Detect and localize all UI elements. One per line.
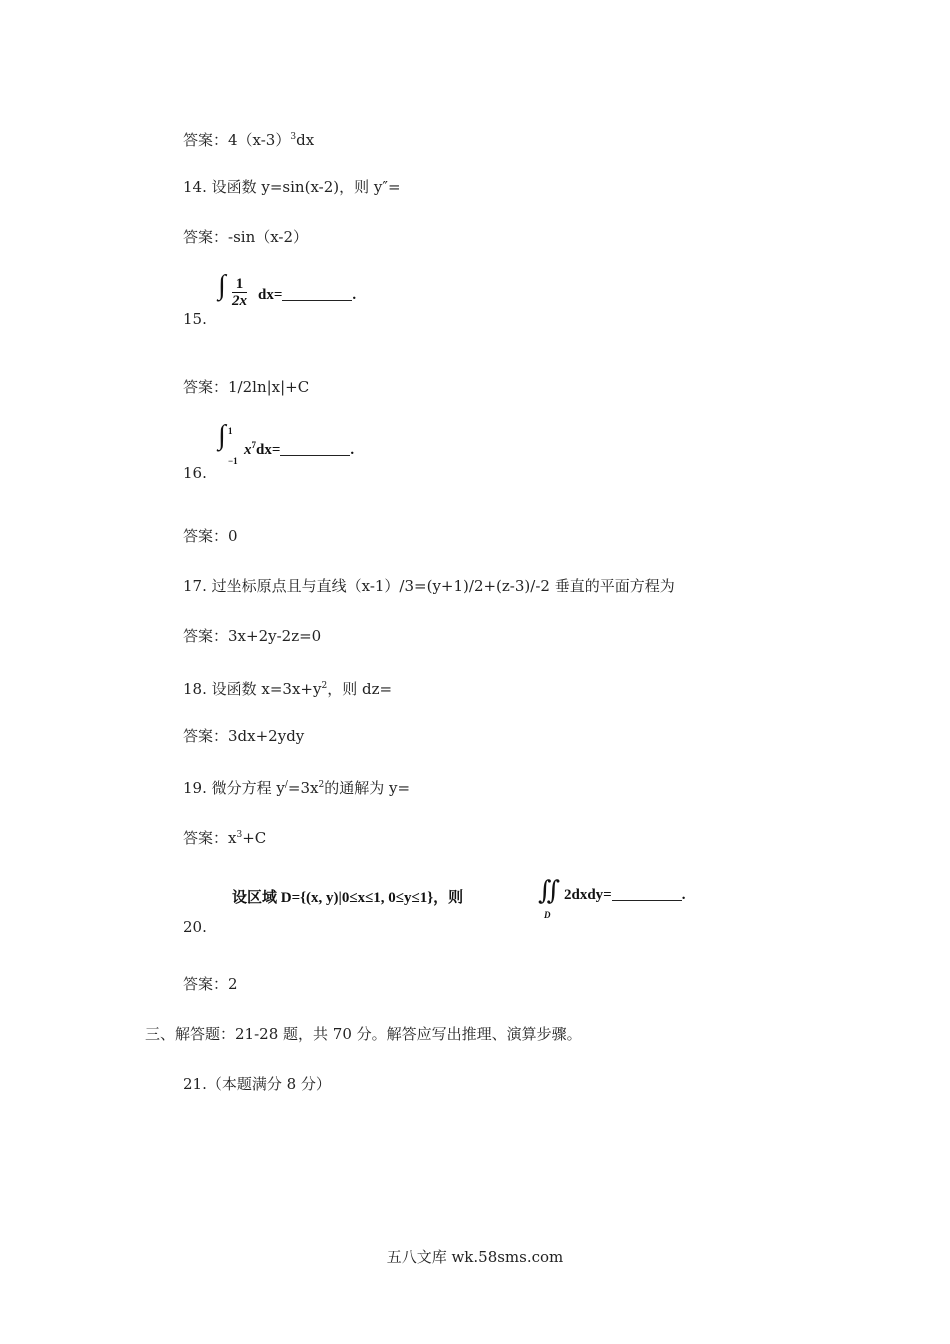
question-18-text: 18. 设函数 x=3x+y <box>183 680 322 698</box>
integral-sign: ∫ <box>218 270 226 301</box>
answer-13-tail: dx <box>296 131 315 149</box>
formula-20-tail: 2dxdy= . <box>564 887 686 903</box>
formula-16-body: $x^7dx=$ . <box>244 440 355 458</box>
question-21: 21.（本题满分 8 分） <box>183 1075 331 1093</box>
exponent: 7 <box>251 440 256 450</box>
answer-19-tail: +C <box>242 829 267 847</box>
fraction-numerator: 1 <box>232 276 247 293</box>
answer-14: 答案：-sin（x-2） <box>183 228 309 246</box>
answer-19-exponent: 3 <box>236 830 243 840</box>
answer-15: 答案：1/2ln|x|+C <box>183 378 310 396</box>
question-19-text: 19. 微分方程 y <box>183 779 285 797</box>
formula-15-tail: dx= . <box>258 287 357 303</box>
prime-mark: / <box>284 780 288 790</box>
integral-lower-limit: −1 <box>228 456 238 466</box>
answer-19 <box>183 825 266 848</box>
question-15-number: 15. <box>183 310 207 328</box>
answer-19-text: 答案：x <box>183 829 237 847</box>
question-16-number: 16. <box>183 464 207 482</box>
answer-blank <box>282 286 352 301</box>
answer-18: 答案：3dx+2ydy <box>183 727 305 745</box>
question-17: 17. 过坐标原点且与直线（x-1）/3=(y+1)/2+(z-3)/-2 垂直的平面方程为 <box>183 577 675 595</box>
question-18 <box>183 676 392 699</box>
integral-domain-label: D <box>544 910 551 920</box>
question-19-mid: =3x <box>287 779 319 797</box>
answer-blank <box>612 886 682 901</box>
fraction-denominator: 2x <box>232 293 247 309</box>
formula-20 <box>232 876 712 926</box>
question-19-exponent: 2 <box>318 780 325 790</box>
question-19-tail: 的通解为 y= <box>324 779 411 797</box>
question-18-tail: ，则 dz= <box>327 680 393 698</box>
integral-upper-limit: 1 <box>228 426 233 436</box>
integral-sign: ∫ <box>218 420 226 451</box>
formula-20-text: 设区域 D={(x, y)|0≤x≤1, 0≤y≤1}，则 <box>232 890 464 906</box>
formula-15-dx: dx= <box>258 287 283 303</box>
answer-16: 答案：0 <box>183 527 238 545</box>
formula-16 <box>218 420 388 472</box>
formula-15 <box>218 270 368 318</box>
answer-13-text: 答案：4（x-3） <box>183 131 291 149</box>
section-heading: 三、解答题：21-28 题，共 70 分。解答应写出推理、演算步骤。 <box>145 1025 582 1043</box>
question-18-exponent: 2 <box>321 681 328 691</box>
question-14: 14. 设函数 y=sin(x-2)，则 y″= <box>183 178 401 196</box>
footer-watermark: 五八文库 wk.58sms.com <box>386 1248 564 1266</box>
answer-13-exponent: 3 <box>290 132 297 142</box>
variable-x: x <box>244 442 252 458</box>
answer-17: 答案：3x+2y-2z=0 <box>183 627 322 645</box>
formula-16-dx: dx= <box>256 442 281 458</box>
double-integral-sign: ∬ <box>538 876 561 905</box>
answer-13 <box>183 127 314 150</box>
question-20-number: 20. <box>183 918 207 936</box>
fraction <box>232 276 247 309</box>
formula-20-integrand: 2dxdy= <box>564 887 612 903</box>
answer-blank <box>280 441 350 456</box>
question-19 <box>183 775 410 798</box>
answer-20: 答案：2 <box>183 975 238 993</box>
